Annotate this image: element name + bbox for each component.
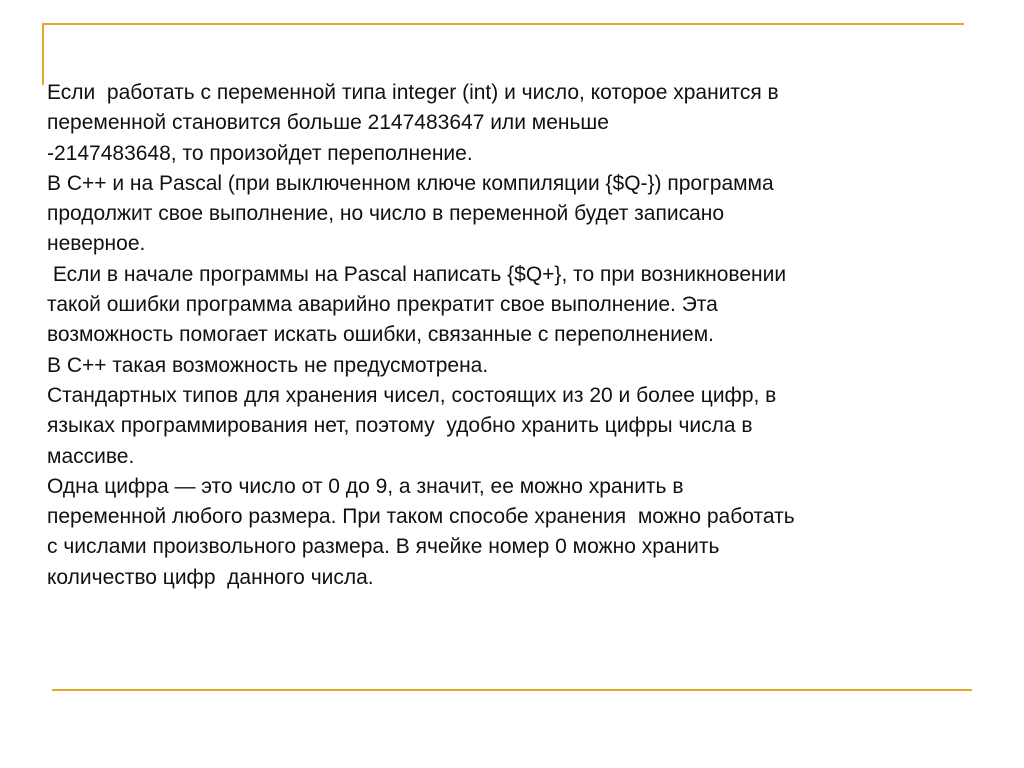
top-decorative-rule	[42, 23, 964, 25]
text-line: такой ошибки программа аварийно прекратит свое выполнение. Эта	[47, 293, 718, 317]
bottom-decorative-rule	[52, 689, 972, 691]
left-decorative-rule	[42, 23, 44, 85]
text-line: с числами произвольного размера. В ячейке номер 0 можно хранить	[47, 535, 720, 559]
text-line: Если работать с переменной типа integer (int) и число, которое хранится в	[47, 81, 779, 104]
text-line: переменной становится больше 2147483647 или меньше	[47, 111, 609, 135]
text-line: Одна цифра — это число от 0 до 9, а значит, ее можно хранить в	[47, 474, 684, 498]
text-line: продолжит свое выполнение, но число в переменной будет записано	[47, 202, 725, 226]
text-line: -2147483648, то произойдет переполнение.	[47, 141, 473, 165]
text-line: Стандартных типов для хранения чисел, состоящих из 20 и более цифр, в	[47, 383, 777, 407]
text-line: массиве.	[47, 444, 135, 468]
text-line: Если в начале программы на Pascal написать {$Q+}, то при возникновении	[47, 262, 787, 286]
text-line: В С++ и на Pascal (при выключенном ключе компиляции {$Q-}) программа	[47, 171, 774, 195]
text-line: количество цифр данного числа.	[47, 565, 374, 589]
slide-body-text	[47, 78, 977, 593]
text-line: В С++ такая возможность не предусмотрена.	[47, 353, 489, 377]
text-line: неверное.	[47, 232, 146, 256]
text-line: переменной любого размера. При таком способе хранения можно работать	[47, 505, 795, 529]
text-line: возможность помогает искать ошибки, связанные с переполнением.	[47, 323, 714, 347]
text-line: языках программирования нет, поэтому удобно хранить цифры числа в	[47, 414, 753, 438]
